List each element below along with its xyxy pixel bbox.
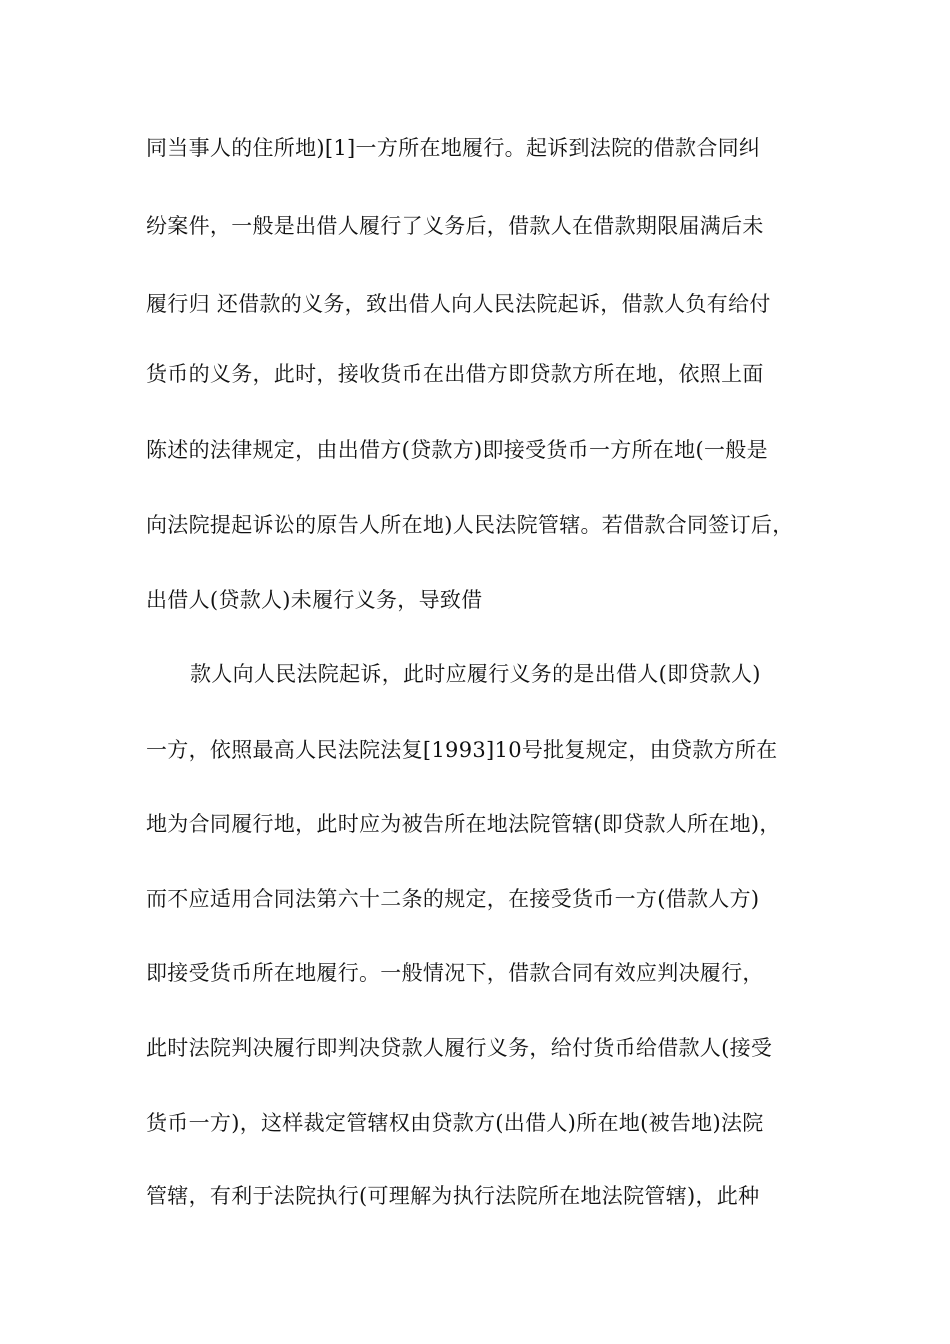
text-line-9: 一方，依照最高人民法院法复[1993]10号批复规定，由贷款方所在 <box>146 738 778 762</box>
text-line-5: 陈述的法律规定，由出借方(贷款方)即接受货币一方所在地(一般是 <box>146 438 768 462</box>
text-line-14: 货币一方)，这样裁定管辖权由贷款方(出借人)所在地(被告地)法院 <box>146 1111 764 1135</box>
text-line-11: 而不应适用合同法第六十二条的规定，在接受货币一方(借款人方) <box>146 887 760 911</box>
text-line-13: 此时法院判决履行即判决贷款人履行义务，给付货币给借款人(接受 <box>146 1036 773 1060</box>
text-line-4: 货币的义务，此时，接收货币在出借方即贷款方所在地，依照上面 <box>146 362 764 386</box>
text-line-8: 款人向人民法院起诉，此时应履行义务的是出借人(即贷款人) <box>190 662 761 686</box>
text-line-15: 管辖，有利于法院执行(可理解为执行法院所在地法院管辖)，此种 <box>146 1184 760 1208</box>
text-line-3: 履行归 还借款的义务，致出借人向人民法院起诉，借款人负有给付 <box>146 292 771 316</box>
text-line-2: 纷案件，一般是出借人履行了义务后，借款人在借款期限届满后未 <box>146 214 764 238</box>
text-line-6: 向法院提起诉讼的原告人所在地)人民法院管辖。若借款合同签订后， <box>146 513 794 537</box>
text-line-10: 地为合同履行地，此时应为被告所在地法院管辖(即贷款人所在地)， <box>146 812 781 836</box>
text-line-1: 同当事人的住所地)[1]一方所在地履行。起诉到法院的借款合同纠 <box>146 136 761 160</box>
text-line-12: 即接受货币所在地履行。一般情况下，借款合同有效应判决履行， <box>146 961 764 985</box>
text-line-7: 出借人(贷款人)未履行义务，导致借 <box>146 588 483 612</box>
